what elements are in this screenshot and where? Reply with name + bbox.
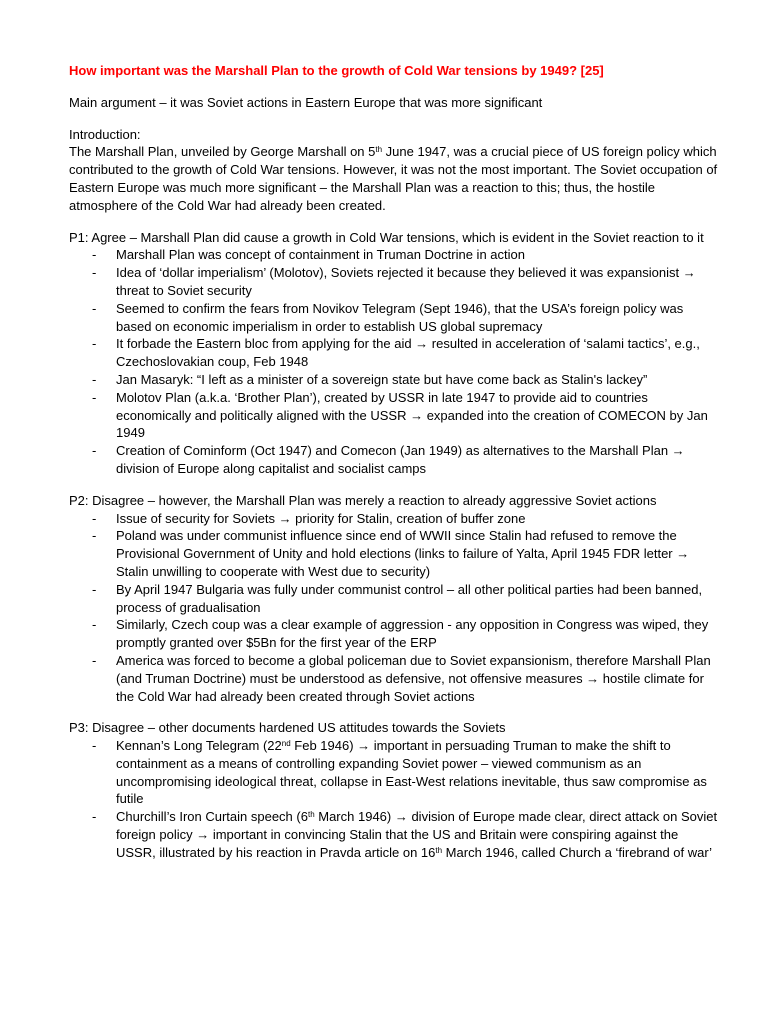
list-item: - Molotov Plan (a.k.a. ‘Brother Plan’), created by USSR in late 1947 to provide aid to countries economically and politically aligned with the USSR → expanded into the creation of COMECON by Jan 1949 bbox=[116, 389, 718, 442]
list-item-part: Kennan’s Long Telegram (22 bbox=[116, 738, 282, 754]
p3-section bbox=[69, 719, 718, 861]
list-item: - Jan Masaryk: “I left as a minister of a sovereign state but have come back as Stalin's lackey” bbox=[116, 371, 718, 389]
superscript: th bbox=[375, 145, 383, 155]
list-item: - Issue of security for Soviets → priority for Stalin, creation of buffer zone bbox=[116, 510, 718, 528]
list-item-part: Churchill’s Iron Curtain speech (6 bbox=[116, 809, 308, 825]
essay-title: How important was the Marshall Plan to the growth of Cold War tensions by 1949? [25] bbox=[69, 63, 604, 78]
list-item: - America was forced to become a global policeman due to Soviet expansionism, therefore Marshall Plan (and Truman Doctrine) must be understood as defensive, not offensive measures → hostile climate for the Cold War had already been created through Soviet actions bbox=[116, 652, 718, 705]
superscript: th bbox=[435, 845, 443, 855]
list-item: - Seemed to confirm the fears from Novikov Telegram (Sept 1946), that the USA’s foreign policy was based on economic imperialism in order to establish US global supremacy bbox=[116, 300, 718, 336]
p1-section bbox=[69, 229, 718, 478]
list-item: - Poland was under communist influence since end of WWII since Stalin had refused to remove the Provisional Government of Unity and hold elections (links to failure of Yalta, April 1945 FDR letter → Stalin unwilling to cooperate with West due to security) bbox=[116, 527, 718, 580]
p1-heading: P1: Agree – Marshall Plan did cause a growth in Cold War tensions, which is evident in the Soviet reaction to it bbox=[69, 229, 704, 245]
main-argument: Main argument – it was Soviet actions in Eastern Europe that was more significant bbox=[69, 94, 543, 110]
p2-section bbox=[69, 492, 718, 706]
list-item-part: March 1946, called Church a ‘firebrand of war’ bbox=[442, 844, 713, 860]
p1-bullet-list bbox=[69, 246, 718, 477]
introduction-text-part: The Marshall Plan, unveiled by George Marshall on 5 bbox=[69, 144, 376, 160]
list-item-part: March 1946) → division of Europe made clear, direct attack on Soviet foreign policy → important in convincing Stalin that the US and Britain were conspiring against the USSR, illustrated by his reaction in Pravda article on 16 bbox=[116, 809, 718, 860]
list-item bbox=[116, 808, 718, 861]
superscript: th bbox=[307, 810, 315, 820]
list-item bbox=[116, 737, 718, 808]
superscript: nd bbox=[281, 739, 291, 749]
list-item: - It forbade the Eastern bloc from applying for the aid → resulted in acceleration of ‘salami tactics’, e.g., Czechoslovakian coup, Feb 1948 bbox=[116, 335, 718, 371]
p3-bullet-list bbox=[69, 737, 718, 862]
introduction-heading: Introduction: bbox=[69, 126, 141, 142]
introduction-section bbox=[69, 126, 718, 215]
list-item: - Idea of ‘dollar imperialism’ (Molotov), Soviets rejected it because they believed it was expansionist → threat to Soviet security bbox=[116, 264, 718, 300]
list-item-part: Feb 1946) → important in persuading Truman to make the shift to containment as a means of controlling expanding Soviet power – viewed communism as an uncompromising ideological threat, collapse in East-West relations inevitable, thus saw compromise as futile bbox=[116, 738, 707, 807]
list-item: - By April 1947 Bulgaria was fully under communist control – all other political parties had been banned, process of gradualisation bbox=[116, 581, 718, 617]
list-item: - Marshall Plan was concept of containment in Truman Doctrine in action bbox=[116, 246, 718, 264]
introduction-text-part: June 1947, was a crucial piece of US foreign policy which contributed to the growth of Cold War tensions. However, it was not the most important. The Soviet occupation of Eastern Europe was much more significant – the Marshall Plan was a reaction to this; thus, the hostile atmosphere of the Cold War had already been created. bbox=[69, 144, 718, 213]
list-item: - Similarly, Czech coup was a clear example of aggression - any opposition in Congress was wiped, they promptly granted over $5Bn for the first year of the ERP bbox=[116, 616, 718, 652]
list-item: - Creation of Cominform (Oct 1947) and Comecon (Jan 1949) as alternatives to the Marshall Plan → division of Europe along capitalist and socialist camps bbox=[116, 442, 718, 478]
p3-heading: P3: Disagree – other documents hardened US attitudes towards the Soviets bbox=[69, 720, 506, 736]
introduction-text bbox=[69, 143, 718, 214]
p2-bullet-list bbox=[69, 510, 718, 706]
p2-heading: P2: Disagree – however, the Marshall Plan was merely a reaction to already aggressive Soviet actions bbox=[69, 492, 657, 508]
